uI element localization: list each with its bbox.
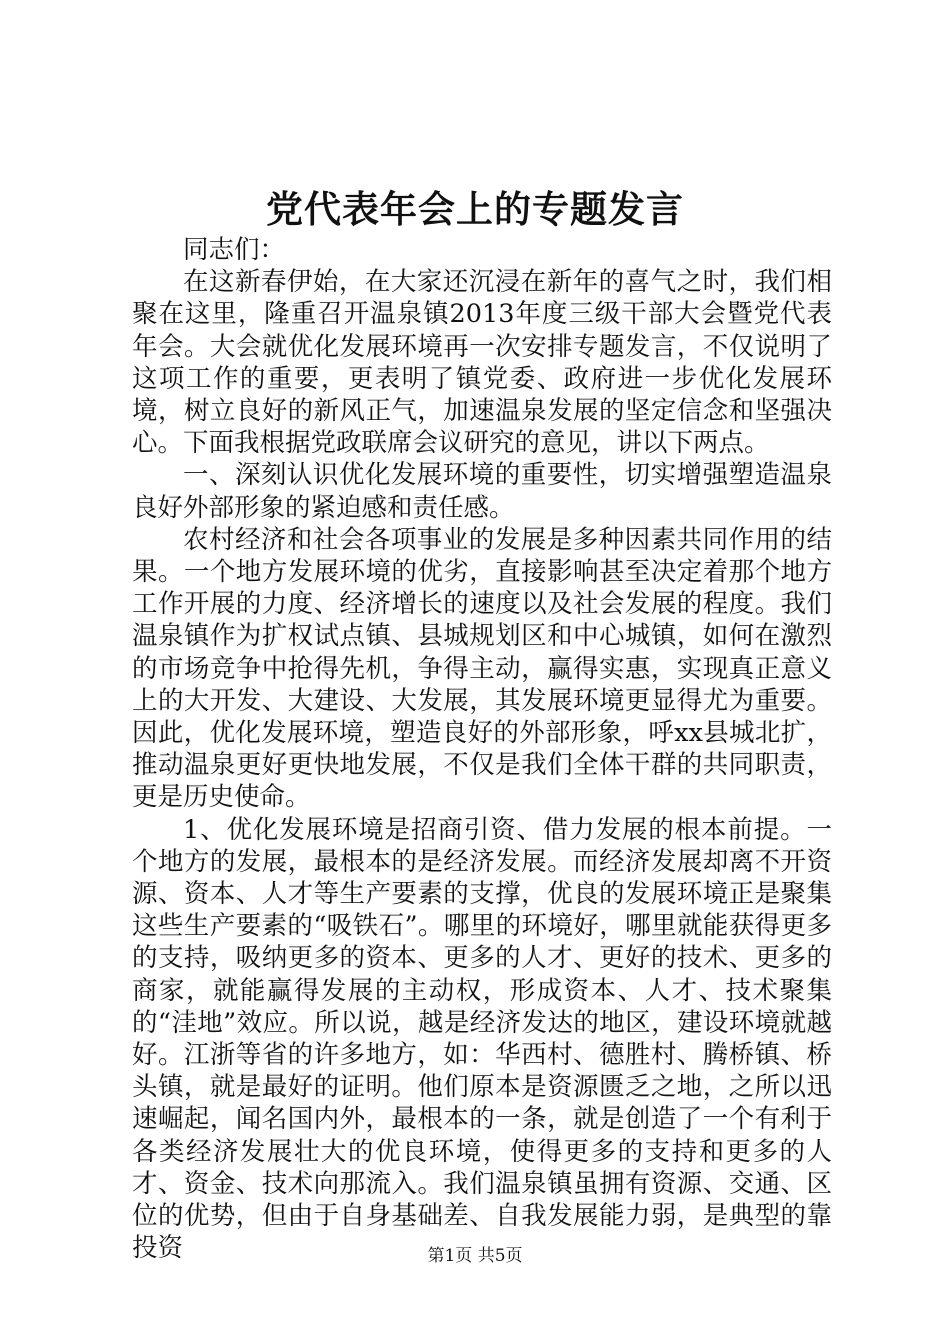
salutation-paragraph: 同志们： [183, 235, 286, 265]
intro-paragraph: 在这新春伊始，在大家还沉浸在新年的喜气之时，我们相聚在这里，隆重召开温泉镇2013年度三级干部大会暨党代表年会。大会就优化发展环境再一次安排专题发言，不仅说明了这项工作的重要，更表明了镇党委、政府进一步优化发展环境，树立良好的新风正气，加速温泉发展的坚定信念和坚强决心。下面我根据党政联席会议研究的意见，讲以下两点。 [132, 267, 832, 459]
section-heading-1: 一、深刻认识优化发展环境的重要性，切实增强塑造温泉良好外部形象的紧迫感和责任感。 [132, 460, 832, 523]
body-paragraph: 农村经济和社会各项事业的发展是多种因素共同作用的结果。一个地方发展环境的优劣，直接影响甚至决定着那个地方工作开展的力度、经济增长的速度以及社会发展的程度。我们温泉镇作为扩权试点镇、县城规划区和中心城镇，如何在激烈的市场竞争中抢得先机，争得主动，赢得实惠，实现真正意义上的大开发、大建设、大发展，其发展环境更显得尤为重要。因此，优化发展环境，塑造良好的外部形象，呼xx县城北扩，推动温泉更好更快地发展，不仅是我们全体干群的共同职责，更是历史使命。 [132, 524, 832, 813]
document-title: 党代表年会上的专题发言 [266, 187, 684, 231]
page-footer: 第1页 共5页 [427, 1246, 523, 1266]
body-paragraph: 1、优化发展环境是招商引资、借力发展的根本前提。一个地方的发展，最根本的是经济发展。而经济发展却离不开资源、资本、人才等生产要素的支撑，优良的发展环境正是聚集这些生产要素的“吸铁石”。哪里的环境好，哪里就能获得更多的支持，吸纳更多的资本、更多的人才、更好的技术、更多的商家，就能赢得发展的主动权，形成资本、人才、技术聚集的“洼地”效应。所以说，越是经济发达的地区，建设环境就越好。江浙等省的许多地方，如：华西村、德胜村、腾桥镇、桥头镇，就是最好的证明。他们原本是资源匮乏之地，之所以迅速崛起，闻名国内外，最根本的一条，就是创造了一个有利于各类经济发展壮大的优良环境，使得更多的支持和更多的人才、资金、技术向那流入。我们温泉镇虽拥有资源、交通、区位的优势，但由于自身基础差、自我发展能力弱，是典型的靠投资 [132, 814, 832, 1264]
document-body [132, 234, 832, 1265]
